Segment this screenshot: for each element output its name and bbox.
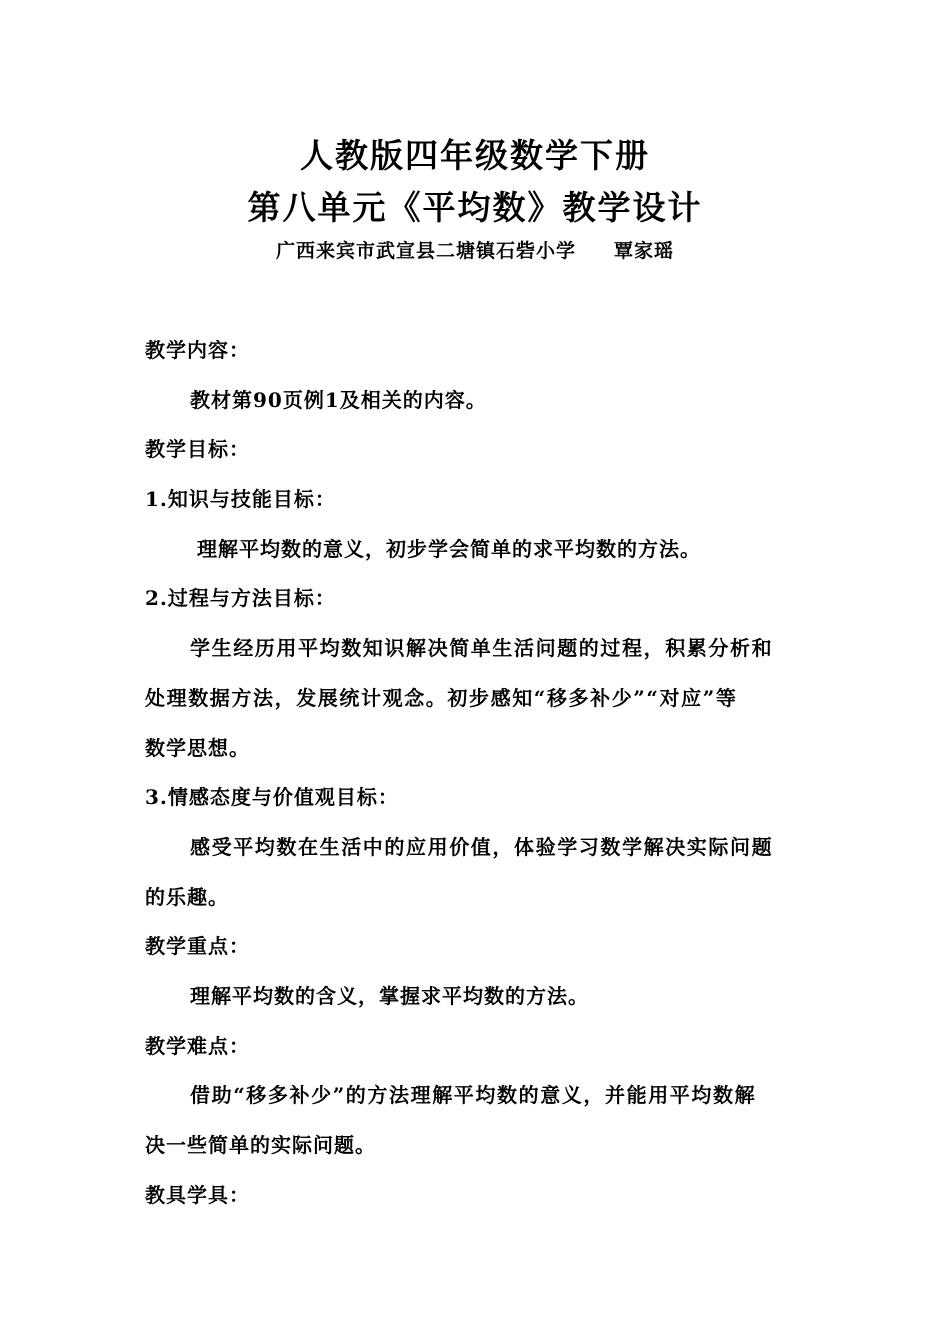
objective1-heading: 1.知识与技能目标：	[145, 487, 336, 512]
document-title-line1: 人教版四年级数学下册	[300, 136, 650, 175]
objective3-text-line1: 感受平均数在生活中的应用价值，体验学习数学解决实际问题	[190, 834, 774, 859]
objective3-heading: 3.情感态度与价值观目标：	[145, 785, 399, 810]
difficulty-heading: 教学难点：	[145, 1033, 250, 1058]
document-title-line2: 第八单元《平均数》教学设计	[247, 188, 703, 227]
school-name: 广西来宾市武宣县二塘镇石砦小学	[275, 240, 576, 262]
keypoint-text: 理解平均数的含义，掌握求平均数的方法。	[190, 983, 589, 1008]
author-name: 覃家瑶	[614, 240, 675, 262]
objective2-text-line2: 处理数据方法，发展统计观念。初步感知“移多补少”“对应”等	[145, 685, 738, 710]
author-line	[0, 236, 950, 263]
objective2-text-line3: 数学思想。	[145, 735, 250, 760]
tools-heading: 教具学具：	[145, 1182, 250, 1207]
objectives-heading: 教学目标：	[145, 437, 250, 462]
content-text: 教材第90页例1及相关的内容。	[190, 387, 487, 412]
keypoint-heading: 教学重点：	[145, 934, 250, 959]
objective2-text-line1: 学生经历用平均数知识解决简单生活问题的过程，积累分析和	[190, 636, 774, 661]
difficulty-text-line1: 借助“移多补少”的方法理解平均数的意义，并能用平均数解	[190, 1083, 757, 1108]
objective2-heading: 2.过程与方法目标：	[145, 586, 336, 611]
document-body	[145, 326, 810, 1220]
content-heading: 教学内容：	[145, 338, 250, 362]
objective3-text-line2: 的乐趣。	[145, 884, 229, 909]
objective1-text: 理解平均数的意义，初步学会简单的求平均数的方法。	[197, 536, 701, 561]
difficulty-text-line2: 决一些简单的实际问题。	[145, 1133, 376, 1158]
